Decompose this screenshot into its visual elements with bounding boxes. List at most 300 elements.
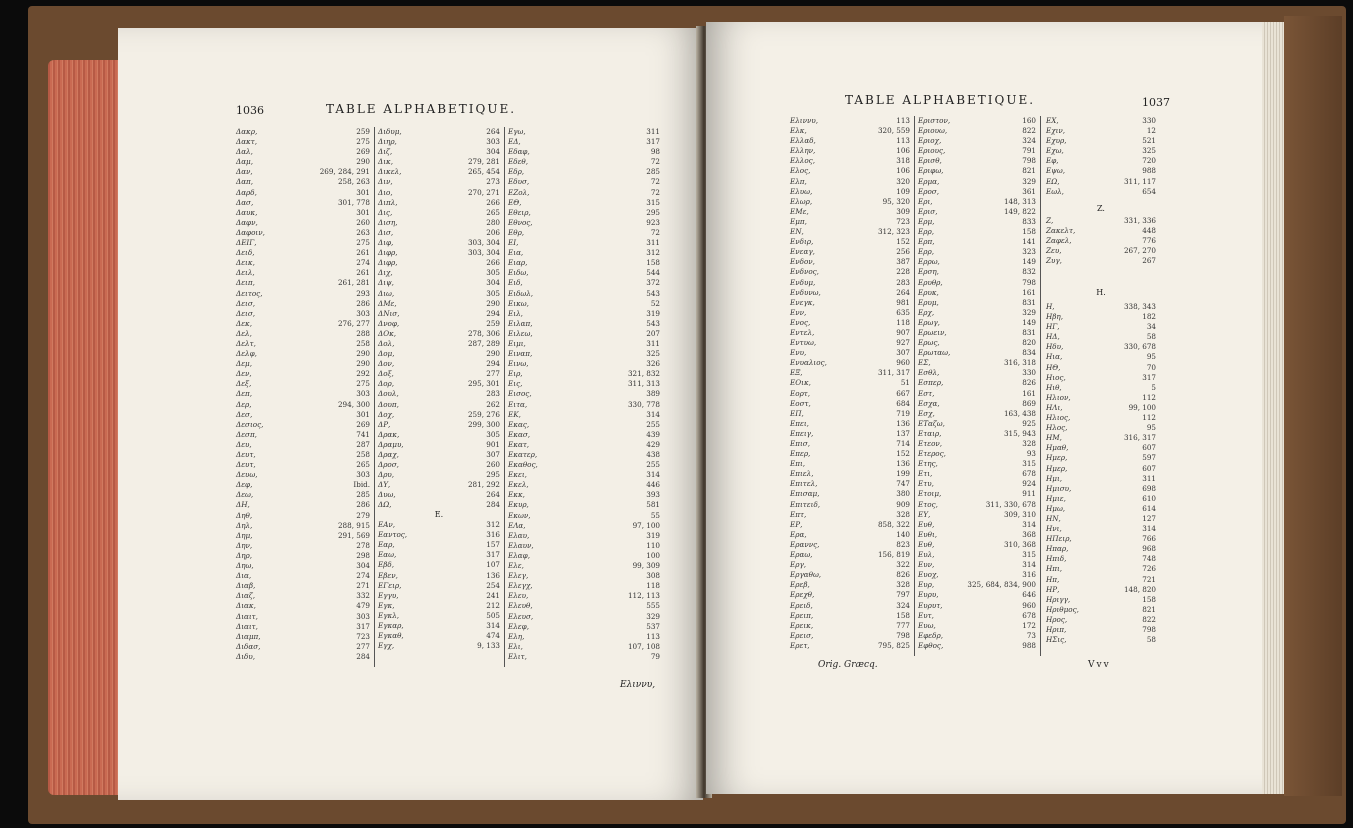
index-pages: 320, 559	[877, 126, 910, 136]
index-pages: 314	[646, 470, 660, 480]
index-word: Ηια,	[1046, 352, 1063, 362]
index-entry	[508, 400, 660, 410]
index-entry	[236, 511, 370, 521]
index-pages: 311	[646, 127, 660, 136]
index-word: Εβεν,	[378, 570, 398, 580]
index-entry	[378, 167, 500, 177]
index-word: Δοξ,	[378, 369, 394, 379]
index-word: Ελευ,	[508, 591, 529, 601]
index-pages: 909	[896, 499, 910, 509]
index-word: Ερχ,	[918, 307, 935, 317]
index-pages: 172	[1022, 620, 1036, 630]
index-pages: 311, 117	[1123, 176, 1156, 186]
index-word: Δοχ,	[378, 409, 395, 419]
index-word: Ερση,	[918, 267, 939, 277]
index-pages: 766	[1142, 534, 1156, 544]
index-pages: 315	[1022, 550, 1036, 560]
index-entry	[918, 368, 1036, 378]
index-word: Εχυρ,	[1046, 136, 1067, 146]
index-word: ΗΔ,	[1046, 332, 1060, 342]
index-pages: 113	[896, 136, 910, 146]
index-word: Διν,	[378, 177, 393, 187]
index-pages: 107, 108	[627, 641, 660, 651]
index-pages: 544	[646, 268, 660, 278]
index-entry	[378, 530, 500, 540]
index-word: Ειδ,	[508, 278, 523, 288]
index-word: Δια,	[236, 571, 252, 581]
index-pages: 321, 832	[627, 369, 660, 379]
index-pages: 723	[896, 216, 910, 226]
index-word: Διφρ,	[378, 248, 398, 258]
index-word: Επιτειδ,	[790, 499, 821, 509]
index-pages: 158	[1142, 594, 1156, 604]
index-word: Διαιτ,	[236, 611, 258, 621]
index-entry	[790, 550, 910, 560]
index-pages: 326	[646, 359, 660, 369]
index-entry	[236, 591, 370, 601]
index-pages: 158	[1022, 227, 1036, 237]
index-pages: 555	[646, 601, 660, 611]
index-pages: 393	[646, 490, 660, 500]
index-entry	[508, 339, 660, 349]
index-pages: 316, 318	[1003, 358, 1036, 368]
index-pages: 261	[356, 248, 370, 258]
index-pages: 330	[1142, 116, 1156, 125]
index-pages: 271	[356, 581, 370, 591]
index-word: Ειδωλ,	[508, 288, 534, 298]
index-pages: 307	[486, 450, 500, 459]
index-entry	[378, 440, 500, 450]
index-word: Ημω,	[1046, 503, 1066, 513]
index-entry	[508, 268, 660, 278]
page-edges-right	[1262, 22, 1284, 794]
index-word: ΔΡ,	[378, 419, 391, 429]
index-word: Ειλ,	[508, 308, 523, 318]
index-pages: 9, 133	[477, 641, 500, 651]
index-entry	[378, 460, 500, 470]
index-entry	[236, 167, 370, 177]
index-entry	[790, 328, 910, 338]
index-entry	[236, 410, 370, 420]
index-pages: 329	[1022, 307, 1036, 317]
right-column-2	[918, 116, 1036, 651]
index-pages: 275	[356, 238, 370, 248]
index-word: Δεπ,	[236, 389, 253, 399]
index-entry	[790, 298, 910, 308]
index-entry	[918, 631, 1036, 641]
index-pages: 301	[356, 409, 370, 419]
index-pages: 58	[1146, 332, 1156, 342]
index-entry	[918, 146, 1036, 156]
index-pages: 136	[896, 459, 910, 469]
index-pages: 264	[486, 127, 500, 136]
index-word: Εκας,	[508, 419, 530, 429]
index-word: ΕΟικ,	[790, 378, 811, 388]
index-word: ΕΡ,	[790, 519, 803, 529]
index-entry	[918, 197, 1036, 207]
index-entry	[508, 188, 660, 198]
index-pages: 266	[486, 197, 500, 207]
index-entry	[1046, 236, 1156, 246]
index-pages: 316	[486, 530, 500, 540]
index-pages: 823	[896, 539, 910, 549]
index-entry	[508, 309, 660, 319]
index-pages: 479	[356, 601, 370, 611]
index-word: Ευθ,	[918, 539, 935, 549]
index-entry	[790, 338, 910, 348]
index-word: Εκατερ,	[508, 450, 538, 459]
index-entry	[378, 359, 500, 369]
index-pages: 822	[1142, 614, 1156, 624]
index-pages: 294	[486, 308, 500, 318]
index-pages: 12	[1146, 126, 1156, 136]
index-word: Εορτ,	[790, 388, 811, 398]
index-word: Δαλ,	[236, 147, 253, 157]
index-word: Ηπι,	[1046, 564, 1063, 574]
index-entry	[790, 449, 910, 459]
index-entry	[236, 359, 370, 369]
index-entry	[508, 349, 660, 359]
index-entry	[790, 136, 910, 146]
index-pages: 301	[356, 187, 370, 197]
index-pages: 255	[646, 460, 660, 470]
column-rule	[504, 127, 505, 667]
index-entry	[1046, 383, 1156, 393]
index-word: Ημισυ,	[1046, 483, 1072, 493]
index-pages: 314	[486, 621, 500, 631]
index-word: Ζ,	[1046, 216, 1054, 225]
column-rule	[374, 127, 375, 667]
index-pages: 287, 289	[467, 338, 500, 348]
index-pages: 182	[1142, 312, 1156, 322]
index-pages: 832	[1022, 267, 1036, 277]
index-word: Εισος,	[508, 389, 532, 399]
index-entry	[918, 611, 1036, 621]
index-pages: 269	[356, 419, 370, 429]
index-entry	[918, 328, 1036, 338]
index-pages: 726	[1142, 564, 1156, 574]
index-pages: 968	[1142, 544, 1156, 554]
index-entry	[378, 268, 500, 278]
index-pages: 678	[1022, 610, 1036, 620]
index-pages: 274	[356, 571, 370, 581]
index-pages: 118	[896, 317, 910, 327]
index-word: Ηβη,	[1046, 312, 1064, 322]
index-entry	[236, 521, 370, 531]
index-entry	[508, 541, 660, 551]
index-pages: 157	[486, 540, 500, 550]
index-word: ΕΑν,	[378, 520, 396, 530]
index-pages: 259	[486, 318, 500, 328]
index-word: ΗΓ,	[1046, 322, 1060, 332]
index-entry	[1046, 156, 1156, 166]
index-pages: 228	[896, 267, 910, 277]
index-pages: 275	[356, 137, 370, 147]
index-word: Δεκ,	[236, 318, 253, 328]
index-word: Δις,	[378, 207, 393, 217]
index-entry	[918, 278, 1036, 288]
index-entry	[918, 177, 1036, 187]
index-pages: 136	[486, 570, 500, 580]
index-word: Διο,	[378, 187, 393, 197]
index-entry	[378, 540, 500, 550]
index-entry	[508, 470, 660, 480]
index-word: Ερμα,	[918, 176, 940, 186]
index-entry	[236, 188, 370, 198]
index-pages: 106	[896, 146, 910, 156]
index-word: Ηπιδ,	[1046, 554, 1067, 564]
index-word: Ερωειν,	[918, 327, 947, 337]
index-pages: 331, 336	[1123, 216, 1156, 225]
index-entry	[378, 420, 500, 430]
index-entry	[1046, 403, 1156, 413]
index-pages: 127	[1142, 513, 1156, 523]
index-pages: 290	[356, 157, 370, 167]
index-entry	[790, 146, 910, 156]
index-pages: 267, 270	[1123, 246, 1156, 256]
index-word: Εριουω,	[918, 126, 948, 136]
index-pages: 316	[1022, 570, 1036, 580]
index-entry	[790, 368, 910, 378]
index-entry	[508, 612, 660, 622]
index-word: Διαζ,	[236, 591, 256, 601]
index-pages: 826	[896, 570, 910, 580]
index-word: ΗΠειρ,	[1046, 534, 1072, 544]
index-entry	[508, 642, 660, 652]
index-pages: 307	[896, 348, 910, 358]
index-pages: 797	[896, 590, 910, 600]
index-entry	[790, 459, 910, 469]
index-entry	[508, 228, 660, 238]
index-entry	[918, 187, 1036, 197]
index-word: ΕΓειρ,	[378, 580, 402, 590]
index-entry	[508, 480, 660, 490]
index-word: Ευω,	[918, 620, 936, 630]
index-entry	[918, 298, 1036, 308]
index-pages: 310, 368	[1003, 539, 1036, 549]
index-word: ΕΙ,	[508, 238, 519, 248]
index-pages: 314	[1022, 519, 1036, 529]
index-pages: 303	[486, 137, 500, 147]
index-word: ΕΝ,	[790, 227, 804, 237]
index-pages: 284	[356, 651, 370, 661]
index-pages: 319	[646, 308, 660, 318]
index-word: Ερυκ,	[918, 287, 939, 297]
index-word: Δηλ,	[236, 520, 253, 530]
index-word: Ελι,	[508, 641, 523, 651]
index-word: Διψ,	[378, 278, 394, 288]
index-word: ΔΗ,	[236, 500, 250, 510]
index-word: ΕΧ,	[1046, 116, 1059, 125]
index-word: Ενδυμ,	[790, 277, 816, 287]
index-entry	[508, 147, 660, 157]
index-word: Δραμυ,	[378, 439, 404, 449]
index-word: Δισ,	[378, 227, 394, 237]
index-entry	[508, 420, 660, 430]
index-entry	[378, 611, 500, 621]
index-word: Δερ,	[236, 399, 252, 409]
index-word: Εφεδρ,	[918, 630, 943, 640]
index-word: Δηθ,	[236, 510, 253, 520]
index-pages: 304	[486, 147, 500, 157]
index-pages: 389	[646, 389, 660, 399]
index-entry	[378, 289, 500, 299]
index-entry	[508, 319, 660, 329]
index-entry	[1046, 585, 1156, 595]
index-word: Δρακ,	[378, 429, 400, 439]
index-word: Εντυω,	[790, 338, 817, 348]
index-entry	[508, 167, 660, 177]
index-pages: 988	[1022, 640, 1036, 650]
index-word: Εαω,	[378, 550, 397, 560]
index-pages: 98	[650, 147, 660, 157]
index-pages: 833	[1022, 216, 1036, 226]
index-pages: 295	[486, 470, 500, 480]
index-word: Ζαφελ,	[1046, 236, 1072, 246]
index-pages: 261	[356, 268, 370, 278]
index-pages: 698	[1142, 483, 1156, 493]
index-word: Ελλην,	[790, 146, 816, 156]
index-entry	[790, 187, 910, 197]
index-pages: 161	[1022, 287, 1036, 297]
index-pages: 960	[896, 358, 910, 368]
index-entry	[378, 299, 500, 309]
left-section-e	[378, 510, 500, 651]
index-entry	[1046, 474, 1156, 484]
index-entry	[1046, 352, 1156, 362]
index-pages: 275	[356, 379, 370, 389]
index-pages: 925	[1022, 418, 1036, 428]
index-word: Ερισθ,	[918, 156, 942, 166]
index-word: Δρυ,	[378, 470, 395, 480]
index-entry	[378, 157, 500, 167]
index-pages: 303	[356, 308, 370, 318]
book-cover-right	[1284, 16, 1342, 796]
index-pages: 152	[896, 237, 910, 247]
index-entry	[1046, 453, 1156, 463]
index-entry	[1046, 605, 1156, 615]
index-entry	[918, 520, 1036, 530]
index-word: ΕΣ,	[918, 358, 931, 368]
index-pages: 330, 678	[1123, 342, 1156, 352]
index-word: Ηλιος,	[1046, 413, 1071, 423]
index-word: Ειτα,	[508, 399, 528, 409]
index-pages: 136	[896, 418, 910, 428]
index-entry	[790, 247, 910, 257]
index-entry	[918, 156, 1036, 166]
index-entry	[918, 479, 1036, 489]
index-pages: 821	[1142, 604, 1156, 614]
index-pages: 241	[486, 590, 500, 600]
index-entry	[790, 116, 910, 126]
index-word: Εργαθω,	[790, 570, 822, 580]
index-pages: 207	[646, 328, 660, 338]
index-pages: 714	[896, 439, 910, 448]
index-pages: 301, 778	[337, 197, 370, 207]
index-word: Ερισ,	[918, 206, 938, 216]
index-pages: 505	[486, 610, 500, 620]
index-entry	[378, 621, 500, 631]
index-entry	[1046, 443, 1156, 453]
index-pages: 314	[1142, 524, 1156, 534]
index-word: Εδαφ,	[508, 147, 530, 157]
index-word: Εχω,	[1046, 146, 1064, 156]
index-pages: 303, 304	[467, 238, 500, 248]
index-entry	[236, 319, 370, 329]
index-word: ΗΘ,	[1046, 362, 1061, 372]
index-word: Εγω,	[508, 127, 526, 136]
index-pages: 99, 100	[1128, 402, 1156, 412]
index-entry	[918, 207, 1036, 217]
index-entry	[790, 641, 910, 651]
index-pages: 269	[356, 147, 370, 157]
index-entry	[508, 410, 660, 420]
index-pages: 264	[896, 287, 910, 297]
index-entry	[790, 621, 910, 631]
index-entry	[918, 459, 1036, 469]
index-entry	[508, 632, 660, 642]
index-pages: 265	[356, 460, 370, 470]
index-entry	[1046, 177, 1156, 187]
index-pages: 112, 113	[627, 591, 660, 601]
index-entry	[378, 218, 500, 228]
index-entry	[918, 358, 1036, 368]
index-word: Εταιρ,	[918, 428, 942, 438]
index-entry	[790, 237, 910, 247]
index-entry	[236, 400, 370, 410]
index-pages: 314	[1022, 560, 1036, 570]
index-word: Ειμι,	[508, 338, 526, 348]
running-head-right: TABLE ALPHABETIQUE.	[845, 93, 1036, 107]
index-entry	[236, 460, 370, 470]
section-heading-h: H.	[1096, 288, 1106, 297]
index-entry	[1046, 423, 1156, 433]
index-pages: 79	[650, 651, 660, 661]
index-pages: 279, 281	[467, 157, 500, 167]
index-word: Διδυμ,	[378, 127, 402, 136]
index-word: Εριστον,	[918, 116, 951, 125]
index-entry	[790, 601, 910, 611]
index-entry	[790, 469, 910, 479]
index-entry	[378, 560, 500, 570]
index-pages: 258	[356, 450, 370, 459]
index-entry	[1046, 625, 1156, 635]
index-word: Δικ,	[378, 157, 394, 167]
index-pages: 741	[356, 429, 370, 439]
index-word: Ερωγ,	[918, 317, 940, 327]
index-word: Ελπ,	[790, 176, 807, 186]
index-pages: 264	[486, 490, 500, 500]
index-word: Ερα,	[790, 529, 807, 539]
index-entry	[378, 581, 500, 591]
index-word: Διχ,	[378, 268, 393, 278]
index-entry	[508, 389, 660, 399]
index-pages: 72	[650, 227, 660, 237]
index-pages: 318	[896, 156, 910, 166]
index-pages: 255	[646, 419, 660, 429]
index-entry	[378, 248, 500, 258]
index-word: Δεσ,	[236, 409, 253, 419]
index-entry	[236, 541, 370, 551]
index-entry	[508, 652, 660, 662]
index-pages: 95	[1146, 423, 1156, 433]
index-pages: 51	[900, 378, 910, 388]
index-pages: 267	[1142, 256, 1156, 266]
index-word: ΕΚ,	[508, 409, 521, 419]
index-word: Εις,	[508, 379, 523, 389]
index-pages: 291, 569	[337, 530, 370, 540]
index-pages: 305	[486, 429, 500, 439]
